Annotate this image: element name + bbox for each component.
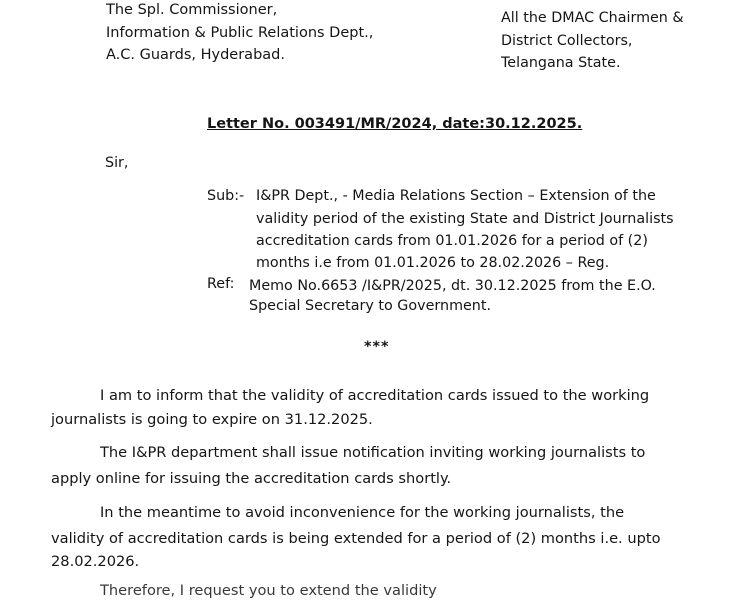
subject-line-1: I&PR Dept., - Media Relations Section – Extension of the [256, 188, 656, 204]
reference-label: Ref: [207, 276, 235, 292]
subject-line-4: months i.e from 01.01.2026 to 28.02.2026 – Reg. [256, 255, 610, 271]
sender-line-1: The Spl. Commissioner, [106, 2, 278, 18]
paragraph-2-line-2: apply online for issuing the accreditation cards shortly. [51, 470, 452, 487]
recipient-line-2: District Collectors, [501, 33, 633, 49]
subject-line-3: accreditation cards from 01.01.2026 for a period of (2) [256, 233, 648, 249]
recipient-line-1: All the DMAC Chairmen & [501, 10, 684, 26]
subject-label: Sub:- [207, 188, 245, 204]
paragraph-1-line-2: journalists is going to expire on 31.12.2025. [51, 411, 373, 428]
letter-title: Letter No. 003491/MR/2024, date:30.12.2025. [207, 116, 583, 132]
subject-line-2: validity period of the existing State and District Journalists [256, 211, 674, 227]
paragraph-3-line-1: In the meantime to avoid inconvenience for the working journalists, the [100, 504, 625, 521]
separator-stars: *** [364, 339, 390, 355]
paragraph-3-line-2: validity of accreditation cards is being extended for a period of (2) months i.e. upto [51, 530, 661, 547]
sender-line-2: Information & Public Relations Dept., [106, 25, 374, 41]
paragraph-1-line-1: I am to inform that the validity of accreditation cards issued to the working [100, 387, 650, 404]
recipient-line-3: Telangana State. [501, 55, 621, 71]
sender-line-3: A.C. Guards, Hyderabad. [106, 47, 285, 63]
reference-line-2: Special Secretary to Government. [249, 298, 491, 314]
paragraph-3-line-3: 28.02.2026. [51, 553, 140, 570]
paragraph-2-line-1: The I&PR department shall issue notification inviting working journalists to [100, 444, 646, 461]
salutation: Sir, [105, 155, 129, 171]
reference-line-1: Memo No.6653 /I&PR/2025, dt. 30.12.2025 from the E.O. [249, 278, 656, 294]
paragraph-4-partial: Therefore, I request you to extend the validity [100, 582, 437, 599]
